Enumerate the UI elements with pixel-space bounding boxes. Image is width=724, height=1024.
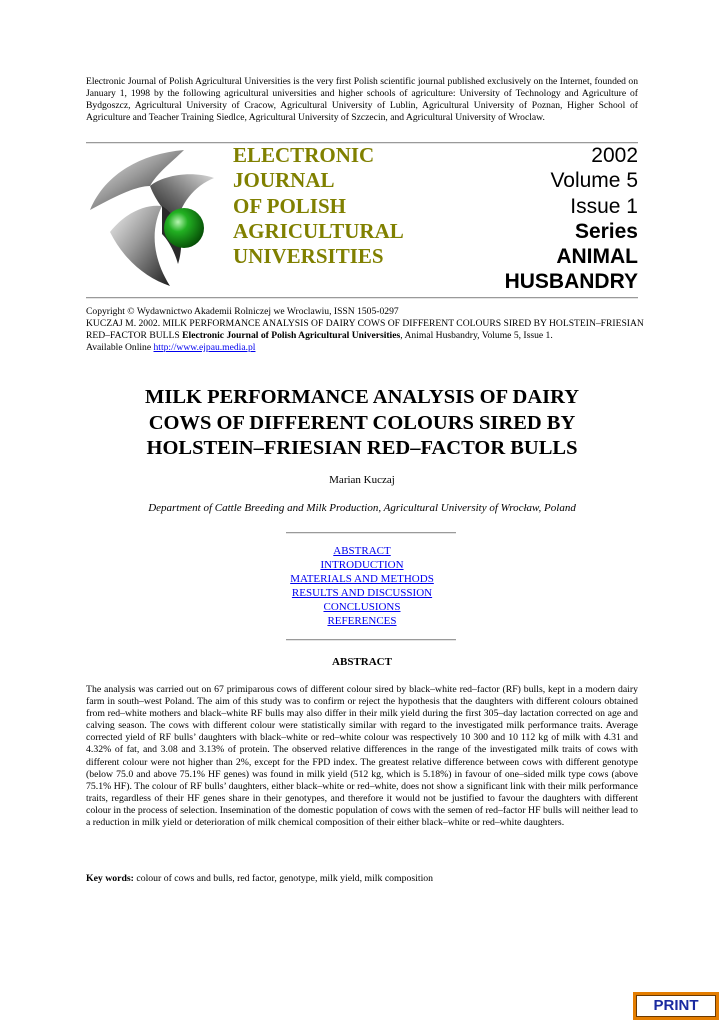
year: 2002 xyxy=(591,144,638,167)
journal-title-line: JOURNAL xyxy=(233,168,335,193)
series-name: ANIMAL xyxy=(556,245,638,269)
journal-title-line: AGRICULTURAL xyxy=(233,218,404,243)
print-button[interactable] xyxy=(633,992,719,1020)
print-button-label: PRINT xyxy=(636,995,716,1017)
citation-ref: KUCZAJ M. 2002. MILK PERFORMANCE ANALYSIS OF DAIRY COWS OF DIFFERENT COLOURS SIRED BY HOLSTEIN–FRIESIAN RED–FACTOR BULLS xyxy=(86,318,644,341)
paper-title-line: MILK PERFORMANCE ANALYSIS OF DAIRY xyxy=(145,386,579,408)
toc-top-rule xyxy=(286,532,456,534)
citation-ref-end: , Animal Husbandry, Volume 5, Issue 1. xyxy=(400,330,553,341)
series-label: Series xyxy=(574,219,638,243)
toc-bottom-rule xyxy=(286,639,456,641)
author: Marian Kuczaj xyxy=(329,474,395,486)
citation-block xyxy=(86,306,646,354)
journal-title-line: UNIVERSITIES xyxy=(233,244,384,269)
citation-journal: Electronic Journal of Polish Agricultural Universities xyxy=(182,330,401,341)
journal-logo-icon xyxy=(86,146,226,294)
paper-title xyxy=(86,385,638,462)
toc-link-results-discussion[interactable]: RESULTS AND DISCUSSION xyxy=(291,587,433,599)
issue-info xyxy=(505,143,638,295)
toc-link-materials-methods[interactable]: MATERIALS AND METHODS xyxy=(290,573,434,585)
affiliation: Department of Cattle Breeding and Milk Production, Agricultural University of Wrocław, Poland xyxy=(148,502,576,514)
keywords-label: Key words: xyxy=(86,873,134,884)
masthead-bottom-rule xyxy=(86,297,638,299)
journal-url-link[interactable]: http://www.ejpau.media.pl xyxy=(153,342,256,353)
toc-link-introduction[interactable]: INTRODUCTION xyxy=(320,559,404,571)
volume: Volume 5 xyxy=(550,169,638,193)
toc-link-abstract[interactable]: ABSTRACT xyxy=(333,545,391,557)
available-online-label: Available Online xyxy=(86,342,154,353)
issue: Issue 1 xyxy=(570,194,638,218)
journal-title-line: OF POLISH xyxy=(233,193,346,218)
abstract-body: The analysis was carried out on 67 primiparous cows of different colour sired by black–white red–factor (RF) bulls, kept in a modern dairy farm in south–west Poland. The aim of this study was to confirm or reject the hypothesis that the daughters with different colours obtained from red–white mothers and black–white RF bulls may also differ in their milk yield during the first 305–day lactation corrected on age and calving season. The cows with different colour were statistically similar with regard to the investigated milk performance traits. Average corrected yield of RF bulls’ daughters with black–white or red–white colour was respectively 10 300 and 10 112 kg of milk with 4.31 and 4.32% of fat, and 3.08 and 3.13% of protein. The observed relative differences in the range of the investigated milk traits of cows with different colour were not higher than 2%, except for the FPD index. The greatest relative difference between cows with different genotype (below 75.0 and above 75.1% HF genes) was found in milk yield (512 kg, which is 5.18%) in favour of one–sided milk type cows (above 75.1% HF). The colour of RF bulls’ daughters, either black–white or red–white, does not show a significant link with their milk performance traits, regardless of their HF genes share in their genotypes, and therefore it would not be justified to favour the daughters with different colour in the process of selection. Insemination of the domestic population of cows with the semen of red–factor HF bulls will neither lead to a reduction in milk yield or deterioration of milk chemical composition of their either black–white or red–white daughters. xyxy=(86,684,638,829)
paper-title-line: HOLSTEIN–FRIESIAN RED–FACTOR BULLS xyxy=(146,437,578,459)
series-name: HUSBANDRY xyxy=(504,270,638,294)
keywords xyxy=(86,873,638,885)
table-of-contents xyxy=(262,544,462,628)
toc-link-conclusions[interactable]: CONCLUSIONS xyxy=(323,601,401,613)
keywords-list: colour of cows and bulls, red factor, genotype, milk yield, milk composition xyxy=(133,873,434,884)
toc-link-references[interactable]: REFERENCES xyxy=(327,615,397,627)
copyright-line: Copyright © Wydawnictwo Akademii Rolniczej we Wroclawiu, ISSN 1505-0297 xyxy=(86,306,399,317)
abstract-heading: ABSTRACT xyxy=(332,656,392,668)
paper-title-line: COWS OF DIFFERENT COLOURS SIRED BY xyxy=(148,411,576,434)
journal-title-line: ELECTRONIC xyxy=(233,143,375,167)
journal-title xyxy=(233,143,404,269)
journal-intro: Electronic Journal of Polish Agricultural Universities is the very first Polish scientific journal published exclusively on the Internet, founded on January 1, 1998 by the following agricultural universities and higher schools of agriculture: University of Technology and Agriculture of Bydgoszcz, Agricultural University of Cracow, Agricultural University of Lublin, Agricultural University of Poznan, Higher School of Agriculture and Teacher Training Siedlce, Agricultural University of Szczecin, and Agricultural University of Wroclaw. xyxy=(86,76,638,123)
